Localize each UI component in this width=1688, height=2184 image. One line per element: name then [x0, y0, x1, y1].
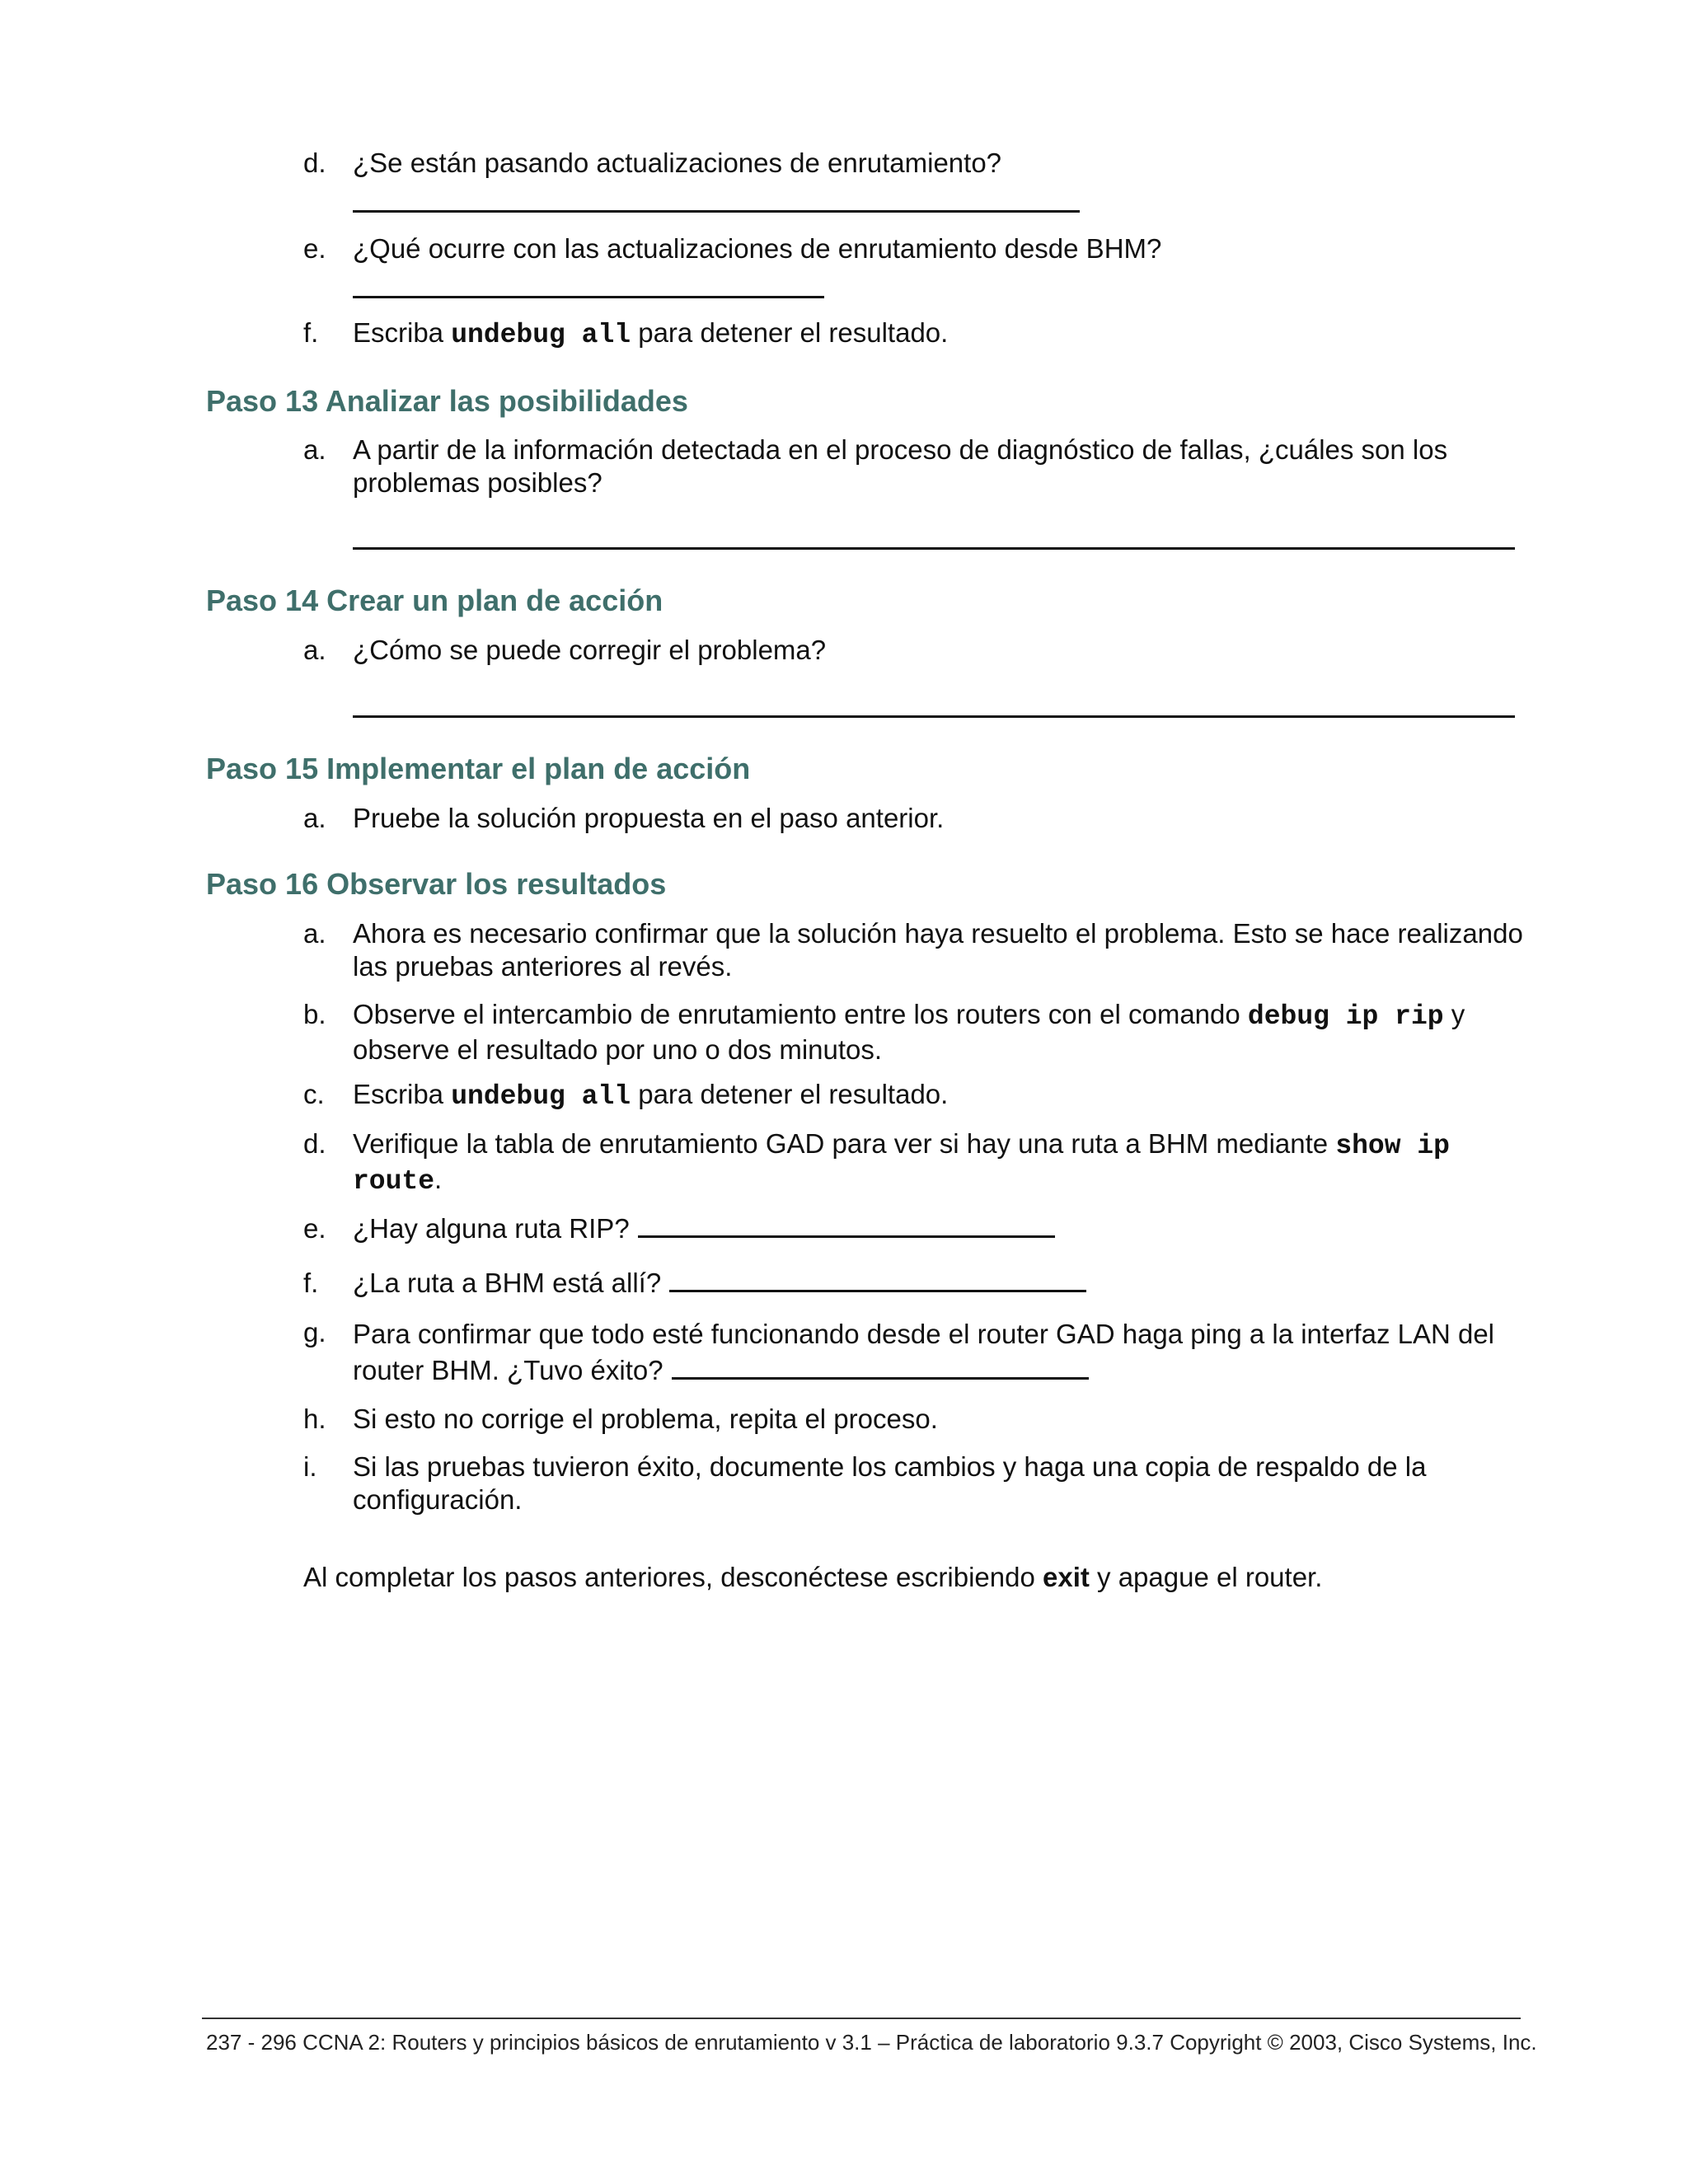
- item-text: Si las pruebas tuvieron éxito, documente los cambios y haga una copia de respaldo de la configuración.: [353, 1451, 1427, 1515]
- step-heading: Paso 15 Implementar el plan de acción: [206, 752, 751, 785]
- item-label: d.: [303, 148, 326, 178]
- text-run: para detener el resultado.: [631, 317, 949, 348]
- item-text: [353, 1267, 1540, 1300]
- answer-line[interactable]: [353, 296, 824, 298]
- item-text: ¿Cómo se puede corregir el problema?: [353, 635, 827, 665]
- text-run: Escriba: [353, 1079, 452, 1109]
- item-label: h.: [303, 1404, 326, 1434]
- answer-line[interactable]: [353, 210, 1080, 213]
- item-text: [353, 1316, 1540, 1389]
- item-label: e.: [303, 1213, 326, 1244]
- item-text: [353, 1212, 1540, 1245]
- text-run: Escriba: [353, 317, 452, 348]
- step-heading: Paso 13 Analizar las posibilidades: [206, 384, 688, 418]
- item-text: [353, 998, 1540, 1066]
- command-code: undebug all: [451, 320, 631, 350]
- text-run: Verifique la tabla de enrutamiento GAD para ver si hay una ruta a BHM mediante: [353, 1128, 1336, 1159]
- item-label: i.: [303, 1451, 317, 1482]
- item-text: Ahora es necesario confirmar que la solución haya resuelto el problema. Esto se hace realizando las pruebas anteriores al revés.: [353, 918, 1523, 982]
- text-run: Al completar los pasos anteriores, desconéctese escribiendo: [303, 1562, 1043, 1592]
- item-text: Pruebe la solución propuesta en el paso anterior.: [353, 803, 945, 833]
- footer-divider: [202, 2018, 1521, 2019]
- answer-line[interactable]: [353, 547, 1515, 550]
- command-code: show ip route: [353, 1131, 1450, 1197]
- closing-paragraph: [303, 1561, 1322, 1594]
- command-code: debug ip rip: [1247, 1001, 1444, 1032]
- item-label: a.: [303, 918, 326, 949]
- item-label: e.: [303, 233, 326, 264]
- item-text: ¿Se están pasando actualizaciones de enrutamiento?: [353, 148, 1002, 178]
- item-text: [353, 316, 1540, 352]
- text-run: y apague el router.: [1089, 1562, 1323, 1592]
- item-label: g.: [303, 1317, 326, 1347]
- text-run: y observe el resultado por uno o dos minutos.: [353, 999, 1465, 1065]
- item-label: c.: [303, 1079, 325, 1109]
- item-text: [353, 1127, 1540, 1198]
- item-label: d.: [303, 1128, 326, 1159]
- item-text: ¿Qué ocurre con las actualizaciones de enrutamiento desde BHM?: [353, 233, 1162, 264]
- answer-line[interactable]: [638, 1235, 1055, 1238]
- exit-command: exit: [1042, 1562, 1090, 1592]
- text-run: para detener el resultado.: [631, 1079, 949, 1109]
- step-heading: Paso 16 Observar los resultados: [206, 867, 667, 901]
- item-text: Si esto no corrige el problema, repita el proceso.: [353, 1404, 938, 1434]
- item-label: a.: [303, 803, 326, 833]
- command-code: undebug all: [451, 1081, 631, 1112]
- text-run: .: [434, 1164, 443, 1194]
- item-text: A partir de la información detectada en el proceso de diagnóstico de fallas, ¿cuáles son los problemas posibles?: [353, 434, 1448, 498]
- step-heading: Paso 14 Crear un plan de acción: [206, 583, 663, 617]
- item-label: a.: [303, 434, 326, 465]
- answer-line[interactable]: [672, 1377, 1089, 1380]
- item-label: f.: [303, 317, 319, 348]
- text-run: Observe el intercambio de enrutamiento entre los routers con el comando: [353, 999, 1248, 1029]
- answer-line[interactable]: [353, 715, 1515, 718]
- answer-line[interactable]: [669, 1290, 1086, 1292]
- item-label: b.: [303, 999, 326, 1029]
- text-run: Para confirmar que todo esté funcionando desde el router GAD haga ping a la interfaz LAN del router BHM. ¿Tuvo éxito?: [353, 1319, 1495, 1385]
- text-run: ¿Hay alguna ruta RIP?: [353, 1213, 630, 1244]
- item-label: f.: [303, 1268, 319, 1298]
- item-label: a.: [303, 635, 326, 665]
- item-text: [353, 1078, 1540, 1113]
- page-footer: 237 - 296 CCNA 2: Routers y principios básicos de enrutamiento v 3.1 – Práctica de laboratorio 9.3.7 Copyright © 2003, Cisco Systems, Inc.: [206, 2030, 1537, 2055]
- text-run: ¿La ruta a BHM está allí?: [353, 1268, 662, 1298]
